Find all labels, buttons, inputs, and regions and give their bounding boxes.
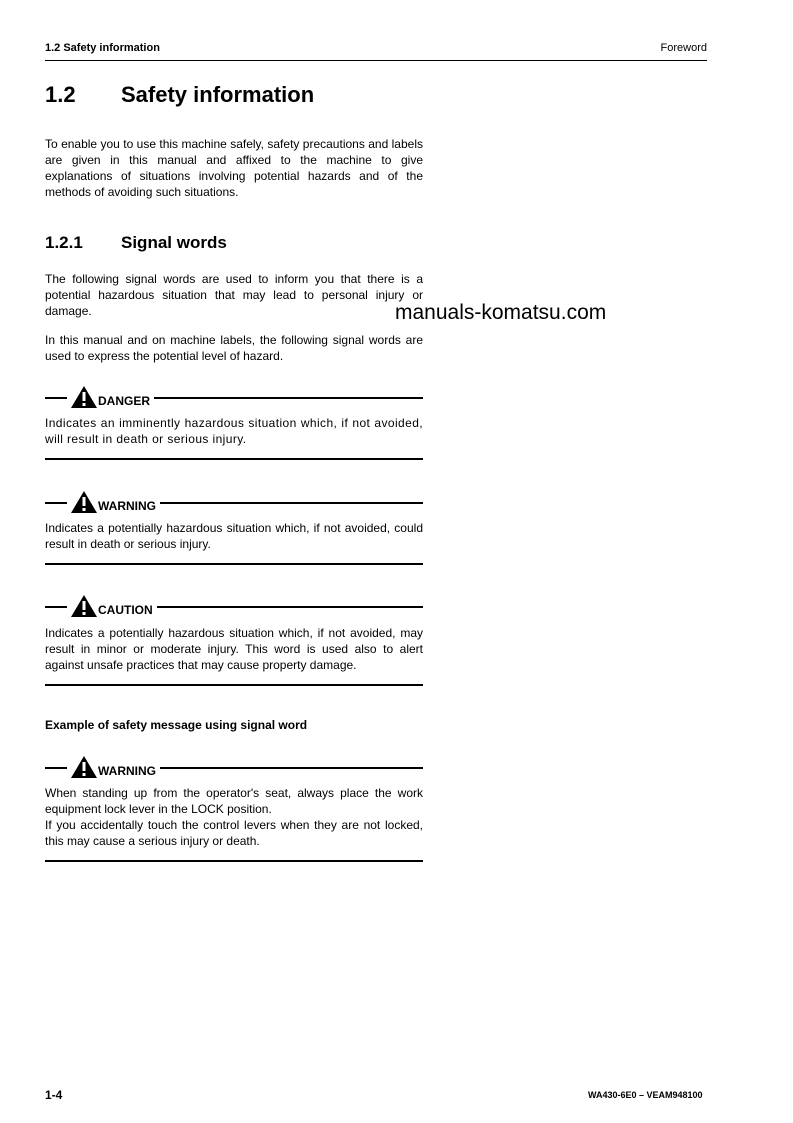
signal-label: CAUTION	[98, 603, 153, 617]
warning-triangle-icon	[71, 386, 97, 408]
title-text: Safety information	[121, 82, 315, 107]
signal-description: Indicates an imminently hazardous situation which, if not avoided, will result in death or serious injury.	[45, 416, 423, 446]
watermark: manuals-komatsu.com	[395, 301, 607, 324]
intro-paragraph: To enable you to use this machine safely, safety precautions and labels are given in this manual and affixed to the machine to give explanations of situations involving potential hazards and of the methods of avoiding such situations.	[45, 137, 423, 199]
page-header	[45, 42, 707, 61]
header-chapter: Foreword	[660, 42, 707, 54]
divider	[45, 860, 423, 862]
example-text: When standing up from the operator's seat, always place the work equipment lock lever in the LOCK position.	[45, 786, 423, 816]
subsection-number: 1.2.1	[45, 233, 83, 252]
divider	[45, 563, 423, 565]
subsection-text: Signal words	[121, 233, 227, 252]
signal-description: Indicates a potentially hazardous situation which, if not avoided, could result in death or serious injury.	[45, 521, 423, 551]
page-number: 1-4	[45, 1088, 63, 1102]
divider	[45, 458, 423, 460]
signal-warning	[45, 491, 423, 513]
warning-triangle-icon	[71, 756, 97, 778]
warning-triangle-icon	[71, 491, 97, 513]
signal-description: Indicates a potentially hazardous situation which, if not avoided, may result in minor or moderate injury. This word is used also to alert against unsafe practices that may cause property damage.	[45, 626, 423, 672]
example-warning	[45, 756, 423, 778]
paragraph: The following signal words are used to inform you that there is a potential hazardous situation that may lead to personal injury or damage.	[45, 272, 423, 318]
subsection-title	[45, 233, 227, 253]
signal-label: DANGER	[98, 394, 151, 408]
example-heading: Example of safety message using signal word	[45, 718, 308, 732]
document-code: WA430-6E0 – VEAM948100	[588, 1090, 703, 1100]
signal-caution	[45, 595, 423, 617]
example-text: If you accidentally touch the control levers when they are not locked, this may cause a serious injury or death.	[45, 818, 423, 848]
divider	[45, 684, 423, 686]
header-section: 1.2 Safety information	[45, 42, 160, 54]
signal-label: WARNING	[98, 764, 156, 778]
paragraph: In this manual and on machine labels, the following signal words are used to express the potential level of hazard.	[45, 333, 423, 363]
signal-label: WARNING	[98, 499, 156, 513]
page-title	[45, 82, 314, 108]
warning-triangle-icon	[71, 595, 97, 617]
title-number: 1.2	[45, 82, 76, 107]
signal-danger	[45, 386, 423, 408]
